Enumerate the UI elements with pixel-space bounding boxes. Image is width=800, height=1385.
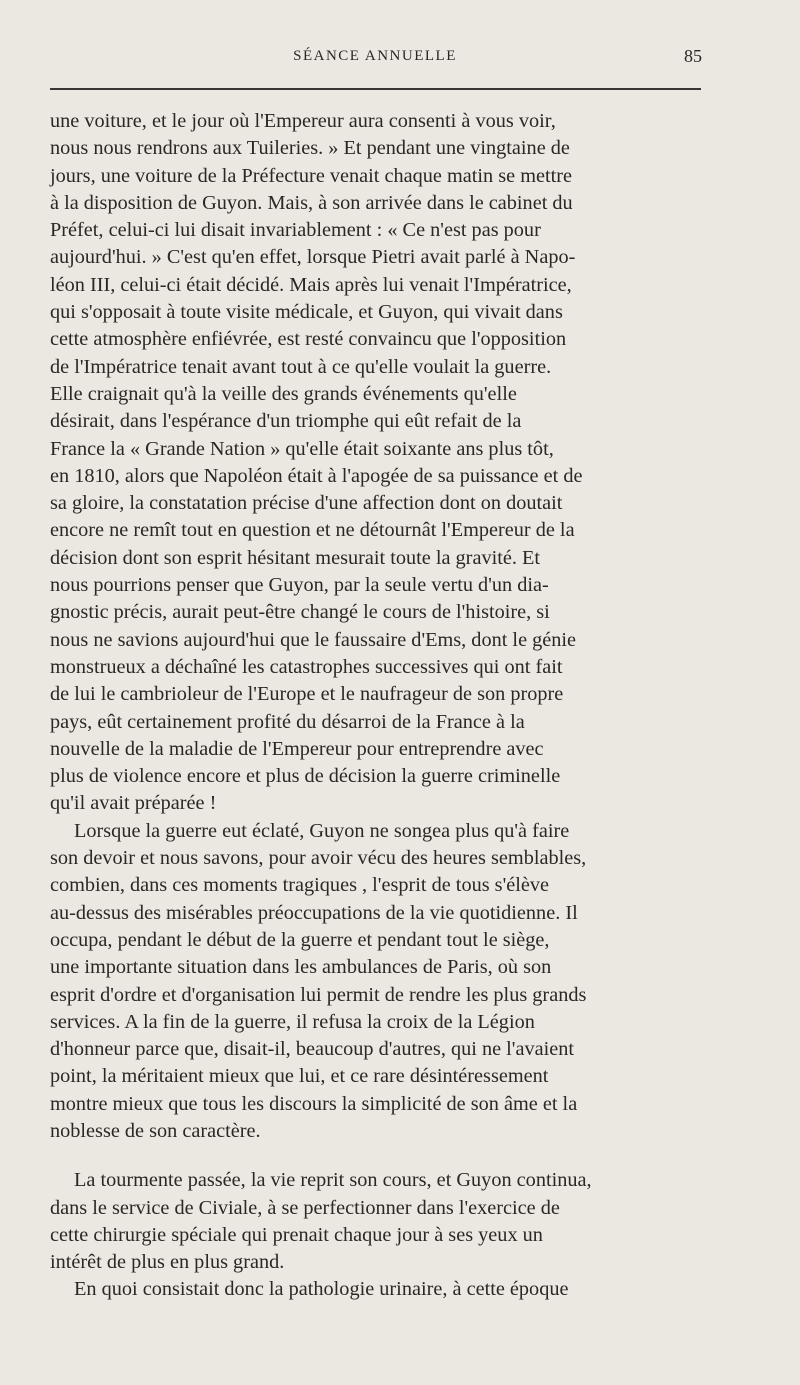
paragraph-3 — [50, 1167, 702, 1276]
paragraph-4 — [50, 1276, 702, 1303]
text-line: décision dont son esprit hésitant mesurait toute la gravité. Et — [50, 546, 541, 569]
paragraph-2 — [50, 818, 702, 1146]
text-line: nous pourrions penser que Guyon, par la seule vertu d'un dia- — [50, 574, 549, 597]
text-line: France la « Grande Nation » qu'elle était soixante ans plus tôt, — [50, 437, 554, 460]
text-line: services. A la fin de la guerre, il refusa la croix de la Légion — [50, 1010, 535, 1033]
paragraph-1 — [50, 108, 702, 818]
text-line: La tourmente passée, la vie reprit son cours, et Guyon continua, — [74, 1169, 592, 1192]
text-line: sa gloire, la constatation précise d'une affection dont on doutait — [50, 492, 563, 515]
text-line: au-dessus des misérables préoccupations de la vie quotidienne. Il — [50, 901, 578, 924]
text-line: nous ne savions aujourd'hui que le faussaire d'Ems, dont le génie — [50, 628, 577, 651]
text-line: gnostic précis, aurait peut-être changé le cours de l'histoire, si — [50, 601, 550, 624]
body-text — [50, 108, 702, 1304]
text-line: montre mieux que tous les discours la simplicité de son âme et la — [50, 1092, 578, 1115]
text-line: pays, eût certainement profité du désarroi de la France à la — [50, 710, 525, 733]
text-line: intérêt de plus en plus grand. — [50, 1251, 285, 1274]
text-line: une importante situation dans les ambulances de Paris, où son — [50, 956, 552, 979]
text-line: Elle craignait qu'à la veille des grands événements qu'elle — [50, 382, 517, 405]
text-line: En quoi consistait donc la pathologie urinaire, à cette époque — [74, 1278, 569, 1301]
text-line: plus de violence encore et plus de décision la guerre criminelle — [50, 765, 561, 788]
header-rule — [50, 88, 701, 90]
text-line: léon III, celui-ci était décidé. Mais après lui venait l'Impératrice, — [50, 273, 572, 296]
text-line: combien, dans ces moments tragiques , l'esprit de tous s'élève — [50, 874, 550, 897]
text-line: Lorsque la guerre eut éclaté, Guyon ne songea plus qu'à faire — [74, 819, 570, 842]
text-line: à la disposition de Guyon. Mais, à son arrivée dans le cabinet du — [50, 191, 573, 214]
text-line: son devoir et nous savons, pour avoir vécu des heures semblables, — [50, 847, 587, 870]
text-line: encore ne remît tout en question et ne détournât l'Empereur de la — [50, 519, 575, 542]
text-line: point, la méritaient mieux que lui, et ce rare désintéressement — [50, 1065, 549, 1088]
running-head — [50, 46, 700, 72]
text-line: jours, une voiture de la Préfecture venait chaque matin se mettre — [50, 164, 573, 187]
text-line: qu'il avait préparée ! — [50, 792, 217, 815]
text-line: aujourd'hui. » C'est qu'en effet, lorsque Pietri avait parlé à Napo- — [50, 246, 576, 269]
text-line: noblesse de son caractère. — [50, 1119, 261, 1142]
text-line: nous nous rendrons aux Tuileries. » Et pendant une vingtaine de — [50, 137, 570, 160]
text-line: de lui le cambrioleur de l'Europe et le naufrageur de son propre — [50, 683, 564, 706]
text-line: une voiture, et le jour où l'Empereur aura consenti à vous voir, — [50, 110, 556, 132]
text-line: nouvelle de la maladie de l'Empereur pour entreprendre avec — [50, 737, 544, 760]
text-line: monstrueux a déchaîné les catastrophes successives qui ont fait — [50, 655, 563, 678]
text-line: esprit d'ordre et d'organisation lui permit de rendre les plus grands — [50, 983, 587, 1006]
text-line: en 1810, alors que Napoléon était à l'apogée de sa puissance et de — [50, 464, 583, 487]
text-line: cette atmosphère enfiévrée, est resté convaincu que l'opposition — [50, 328, 567, 351]
text-line: d'honneur parce que, disait-il, beaucoup d'autres, qui ne l'avaient — [50, 1038, 575, 1061]
text-line: cette chirurgie spéciale qui prenait chaque jour à ses yeux un — [50, 1223, 543, 1246]
page-number: 85 — [684, 46, 702, 66]
text-line: dans le service de Civiale, à se perfectionner dans l'exercice de — [50, 1196, 560, 1219]
text-line: Préfet, celui-ci lui disait invariablement : « Ce n'est pas pour — [50, 219, 541, 242]
text-line: qui s'opposait à toute visite médicale, et Guyon, qui vivait dans — [50, 301, 563, 324]
text-line: de l'Impératrice tenait avant tout à ce qu'elle voulait la guerre. — [50, 355, 552, 378]
text-line: désirait, dans l'espérance d'un triomphe qui eût refait de la — [50, 410, 522, 433]
running-title: SÉANCE ANNUELLE — [293, 48, 457, 64]
text-line: occupa, pendant le début de la guerre et pendant tout le siège, — [50, 928, 550, 951]
paragraph-gap — [50, 1145, 702, 1167]
